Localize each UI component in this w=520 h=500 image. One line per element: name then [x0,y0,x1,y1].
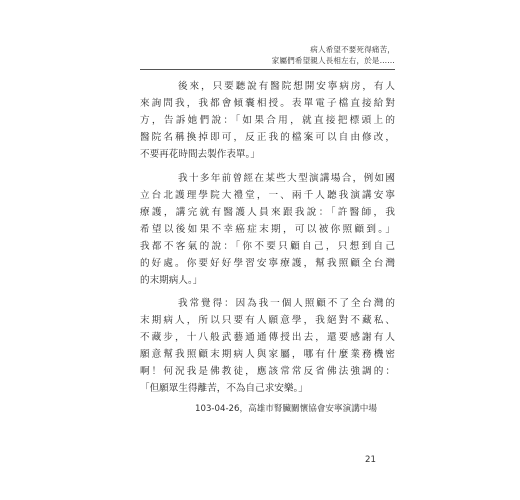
running-header-line-1: 病人希望不要死得痛苦， [310,45,395,54]
page-number: 21 [365,455,376,465]
paragraph-line: 的好處。你要好好學習安寧療護，幫我照顧全台灣 [140,258,395,269]
paragraph-line: 啊！何況我是佛教徒，應該常常反省佛法強調的： [140,366,395,377]
paragraph-1 [140,78,395,163]
paragraph-line: 方，告訴她們說：「如果合用，就直接把標頭上的 [140,115,395,126]
paragraph-line: 願意幫我照顧末期病人與家屬，哪有什麼業務機密 [140,349,395,360]
paragraph-line: 的末期病人。」 [140,275,203,286]
paragraph-line: 不藏步，十八般武藝通通傳授出去，還要感謝有人 [140,332,395,343]
paragraph-line: 醫院名稱換掉即可，反正我的檔案可以自由修改， [140,132,395,143]
paragraph-line: 不要再花時間去製作表單。」 [140,149,260,160]
paragraph-3 [140,295,395,397]
photo-caption: 103-04-26，高雄市腎臟關懷協會安寧演講中場 [195,404,377,414]
running-header [272,44,395,66]
paragraph-line: 希望以後如果不幸癌症末期，可以被你照顧到。」 [140,224,395,235]
paragraph-line: 我十多年前曾經在某些大型演講場合，例如國 [178,173,395,184]
paragraph-line: 我都不客氣的說：「你不要只顧自己，只想到自己 [140,241,395,252]
paragraph-line: 立台北護理學院大禮堂，一、兩千人聽我演講安寧 [140,190,395,201]
paragraph-line: 來詢問我，我都會傾囊相授。表單電子檔直接給對 [140,98,395,109]
running-header-line-2: 家屬們希望親人長相左右，於是…… [271,56,395,65]
paragraph-line: 末期病人，所以只要有人願意學，我絕對不藏私、 [140,315,395,326]
paragraph-2 [140,170,395,289]
paragraph-line: 療護，講完就有醫護人員來跟我說：「許醫師，我 [140,207,395,218]
paragraph-line: 我常覺得：因為我一個人照顧不了全台灣的 [178,298,395,309]
paragraph-line: 「但願眾生得離苦，不為自己求安樂。」 [140,383,308,394]
header-rule [140,69,395,70]
paragraph-line: 後來，只要聽說有醫院想開安寧病房，有人 [178,81,395,92]
